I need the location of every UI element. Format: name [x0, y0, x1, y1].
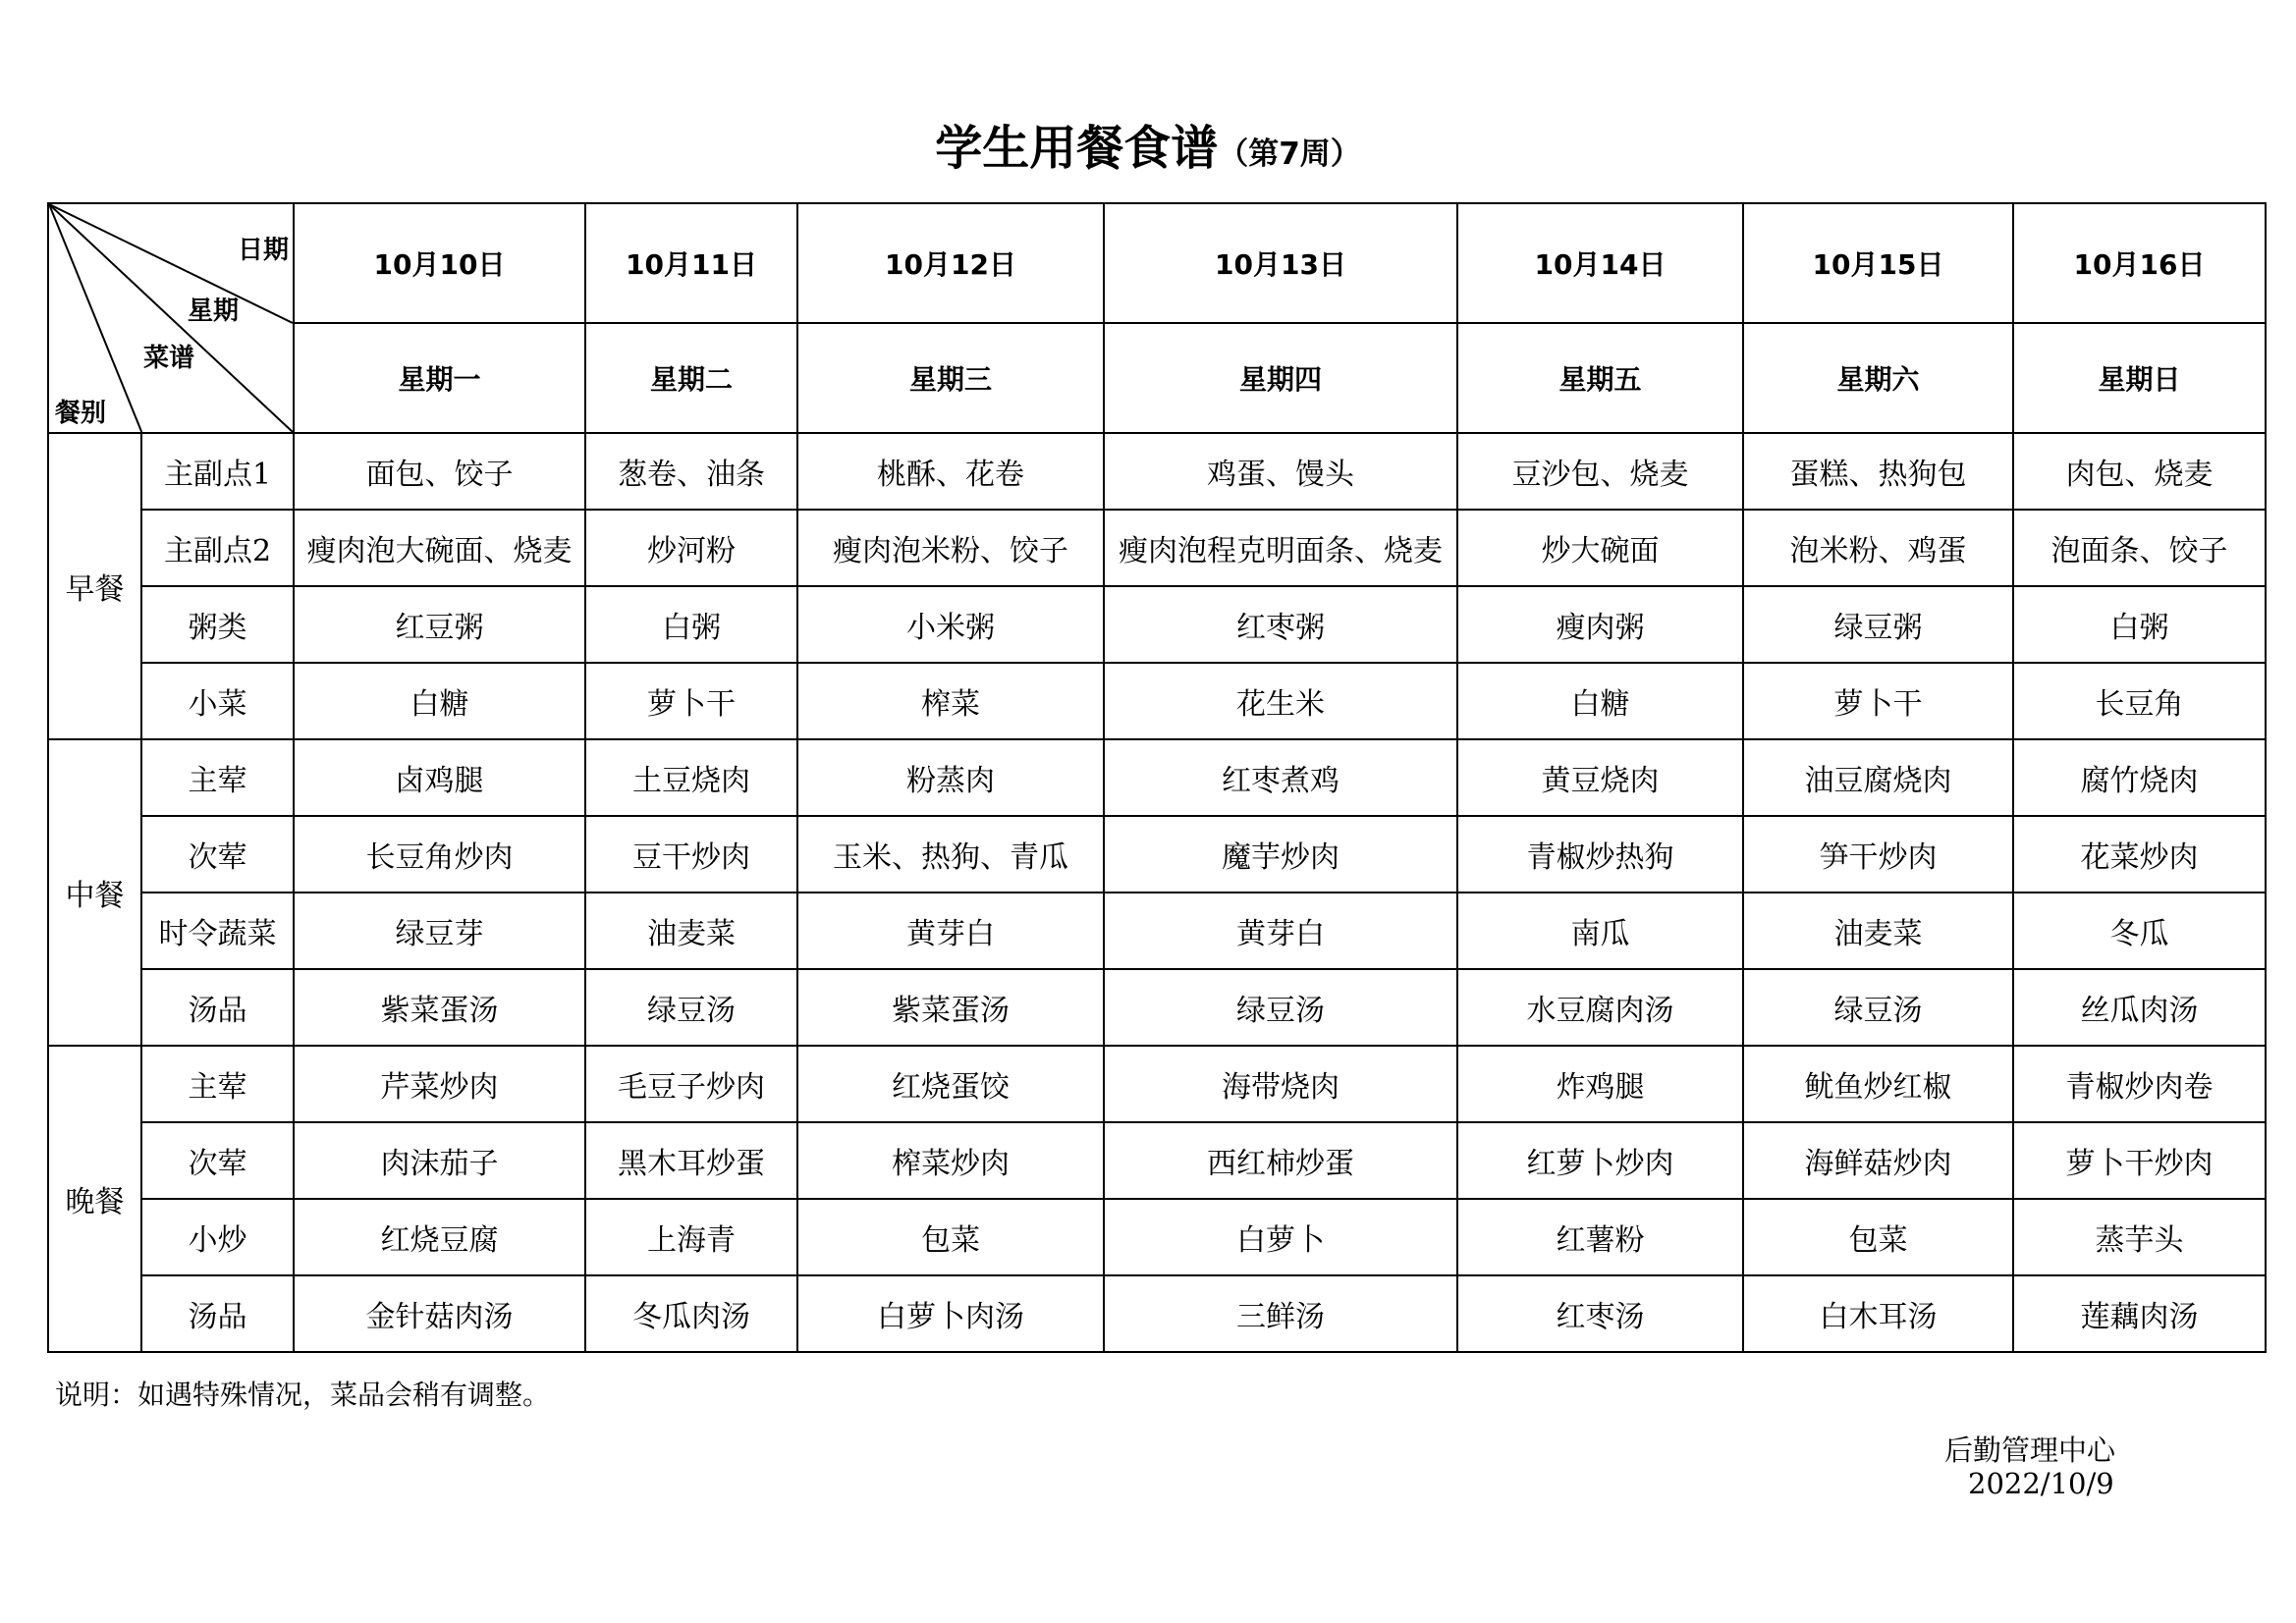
menu-row — [48, 663, 2266, 739]
menu-row — [48, 816, 2266, 893]
dish-cell: 萝卜干 — [1743, 663, 2013, 739]
title-main: 学生用餐食谱 — [935, 121, 1219, 176]
title-week: （第7周） — [1218, 136, 1361, 172]
dish-cell: 包菜 — [797, 1199, 1104, 1275]
dish-cell: 黑木耳炒蛋 — [585, 1122, 797, 1199]
dish-cell: 油麦菜 — [1743, 893, 2013, 969]
dish-cell: 肉沫茄子 — [294, 1122, 585, 1199]
dish-cell: 腐竹烧肉 — [2013, 739, 2266, 816]
corner-header-cell — [48, 203, 294, 433]
weekday-header: 星期二 — [585, 323, 797, 433]
dish-cell: 蒸芋头 — [2013, 1199, 2266, 1275]
date-header: 10月10日 — [294, 203, 585, 323]
dish-cell: 白木耳汤 — [1743, 1275, 2013, 1352]
dish-cell: 绿豆汤 — [1743, 969, 2013, 1046]
dish-cell: 油麦菜 — [585, 893, 797, 969]
date-header: 10月16日 — [2013, 203, 2266, 323]
dish-cell: 萝卜干 — [585, 663, 797, 739]
dish-cell: 瘦肉泡程克明面条、烧麦 — [1104, 510, 1457, 586]
dish-cell: 三鲜汤 — [1104, 1275, 1457, 1352]
issue-date: 2022/10/9 — [1968, 1467, 2114, 1500]
dish-cell: 桃酥、花卷 — [797, 433, 1104, 510]
dish-cell: 绿豆芽 — [294, 893, 585, 969]
weekday-header: 星期日 — [2013, 323, 2266, 433]
date-header: 10月14日 — [1457, 203, 1743, 323]
dish-cell: 金针菇肉汤 — [294, 1275, 585, 1352]
dish-cell: 红薯粉 — [1457, 1199, 1743, 1275]
dish-cell: 粉蒸肉 — [797, 739, 1104, 816]
dish-cell: 泡米粉、鸡蛋 — [1743, 510, 2013, 586]
menu-row — [48, 1122, 2266, 1199]
menu-row — [48, 1199, 2266, 1275]
dish-cell: 白糖 — [1457, 663, 1743, 739]
dish-cell: 海带烧肉 — [1104, 1046, 1457, 1122]
dish-cell: 上海青 — [585, 1199, 797, 1275]
dish-cell: 瘦肉粥 — [1457, 586, 1743, 663]
dish-cell: 白糖 — [294, 663, 585, 739]
footnote: 说明：如遇特殊情况，菜品会稍有调整。 — [55, 1379, 551, 1411]
dish-category-cell: 小菜 — [141, 663, 294, 739]
date-header: 10月11日 — [585, 203, 797, 323]
dish-cell: 土豆烧肉 — [585, 739, 797, 816]
dish-cell: 花生米 — [1104, 663, 1457, 739]
meal-category-cell: 中餐 — [48, 739, 141, 1046]
menu-row — [48, 1046, 2266, 1122]
menu-row — [48, 510, 2266, 586]
date-header: 10月15日 — [1743, 203, 2013, 323]
dish-category-cell: 汤品 — [141, 969, 294, 1046]
dish-category-cell: 主副点2 — [141, 510, 294, 586]
issuer-name: 后勤管理中心 — [1944, 1434, 2116, 1467]
meal-category-cell: 早餐 — [48, 433, 141, 739]
dish-cell: 红萝卜炒肉 — [1457, 1122, 1743, 1199]
dish-category-cell: 小炒 — [141, 1199, 294, 1275]
corner-label-weekday: 星期 — [188, 297, 240, 326]
dish-cell: 萝卜干炒肉 — [2013, 1122, 2266, 1199]
dish-cell: 白萝卜 — [1104, 1199, 1457, 1275]
dish-cell: 豆干炒肉 — [585, 816, 797, 893]
dish-cell: 白粥 — [2013, 586, 2266, 663]
menu-row — [48, 433, 2266, 510]
dish-cell: 绿豆汤 — [1104, 969, 1457, 1046]
dish-cell: 榨菜炒肉 — [797, 1122, 1104, 1199]
dish-cell: 长豆角 — [2013, 663, 2266, 739]
menu-row — [48, 586, 2266, 663]
dish-cell: 红豆粥 — [294, 586, 585, 663]
dish-cell: 莲藕肉汤 — [2013, 1275, 2266, 1352]
dish-cell: 红枣煮鸡 — [1104, 739, 1457, 816]
corner-label-date: 日期 — [238, 236, 290, 265]
dish-cell: 卤鸡腿 — [294, 739, 585, 816]
dish-category-cell: 时令蔬菜 — [141, 893, 294, 969]
dish-cell: 青椒炒肉卷 — [2013, 1046, 2266, 1122]
menu-row — [48, 893, 2266, 969]
weekday-header: 星期四 — [1104, 323, 1457, 433]
date-header: 10月13日 — [1104, 203, 1457, 323]
dish-cell: 红枣汤 — [1457, 1275, 1743, 1352]
dish-cell: 魔芋炒肉 — [1104, 816, 1457, 893]
dish-cell: 红枣粥 — [1104, 586, 1457, 663]
menu-row — [48, 969, 2266, 1046]
dish-cell: 瘦肉泡大碗面、烧麦 — [294, 510, 585, 586]
dish-category-cell: 主荤 — [141, 1046, 294, 1122]
dish-cell: 黄芽白 — [1104, 893, 1457, 969]
dish-cell: 青椒炒热狗 — [1457, 816, 1743, 893]
dish-cell: 白萝卜肉汤 — [797, 1275, 1104, 1352]
corner-label-dish: 菜谱 — [143, 344, 195, 373]
dish-cell: 鸡蛋、馒头 — [1104, 433, 1457, 510]
menu-table — [47, 202, 2267, 1353]
dish-cell: 榨菜 — [797, 663, 1104, 739]
weekday-header: 星期三 — [797, 323, 1104, 433]
dish-cell: 泡面条、饺子 — [2013, 510, 2266, 586]
dish-cell: 毛豆子炒肉 — [585, 1046, 797, 1122]
dish-cell: 红烧豆腐 — [294, 1199, 585, 1275]
dish-cell: 葱卷、油条 — [585, 433, 797, 510]
dish-cell: 芹菜炒肉 — [294, 1046, 585, 1122]
dish-cell: 炸鸡腿 — [1457, 1046, 1743, 1122]
dish-cell: 丝瓜肉汤 — [2013, 969, 2266, 1046]
meal-category-cell: 晚餐 — [48, 1046, 141, 1352]
dish-cell: 包菜 — [1743, 1199, 2013, 1275]
dish-cell: 长豆角炒肉 — [294, 816, 585, 893]
dish-category-cell: 次荤 — [141, 1122, 294, 1199]
dish-category-cell: 汤品 — [141, 1275, 294, 1352]
dish-cell: 冬瓜 — [2013, 893, 2266, 969]
dish-cell: 黄芽白 — [797, 893, 1104, 969]
dish-cell: 冬瓜肉汤 — [585, 1275, 797, 1352]
date-header: 10月12日 — [797, 203, 1104, 323]
dish-cell: 白粥 — [585, 586, 797, 663]
dish-cell: 瘦肉泡米粉、饺子 — [797, 510, 1104, 586]
dish-cell: 炒大碗面 — [1457, 510, 1743, 586]
dish-cell: 鱿鱼炒红椒 — [1743, 1046, 2013, 1122]
dish-cell: 紫菜蛋汤 — [797, 969, 1104, 1046]
dish-cell: 笋干炒肉 — [1743, 816, 2013, 893]
dish-cell: 玉米、热狗、青瓜 — [797, 816, 1104, 893]
dish-cell: 油豆腐烧肉 — [1743, 739, 2013, 816]
dish-category-cell: 粥类 — [141, 586, 294, 663]
page-title — [0, 110, 2296, 178]
dish-cell: 炒河粉 — [585, 510, 797, 586]
weekday-header: 星期五 — [1457, 323, 1743, 433]
dish-category-cell: 次荤 — [141, 816, 294, 893]
dish-cell: 紫菜蛋汤 — [294, 969, 585, 1046]
dish-cell: 蛋糕、热狗包 — [1743, 433, 2013, 510]
dish-cell: 面包、饺子 — [294, 433, 585, 510]
dish-category-cell: 主副点1 — [141, 433, 294, 510]
menu-row — [48, 739, 2266, 816]
menu-row — [48, 1275, 2266, 1352]
weekday-header: 星期一 — [294, 323, 585, 433]
dish-cell: 海鲜菇炒肉 — [1743, 1122, 2013, 1199]
dish-cell: 花菜炒肉 — [2013, 816, 2266, 893]
dish-cell: 红烧蛋饺 — [797, 1046, 1104, 1122]
dish-cell: 绿豆粥 — [1743, 586, 2013, 663]
dish-category-cell: 主荤 — [141, 739, 294, 816]
dish-cell: 小米粥 — [797, 586, 1104, 663]
dish-cell: 水豆腐肉汤 — [1457, 969, 1743, 1046]
dish-cell: 西红柿炒蛋 — [1104, 1122, 1457, 1199]
dish-cell: 肉包、烧麦 — [2013, 433, 2266, 510]
dish-cell: 绿豆汤 — [585, 969, 797, 1046]
corner-label-meal: 餐别 — [55, 399, 107, 428]
dish-cell: 豆沙包、烧麦 — [1457, 433, 1743, 510]
dish-cell: 南瓜 — [1457, 893, 1743, 969]
dish-cell: 黄豆烧肉 — [1457, 739, 1743, 816]
weekday-header: 星期六 — [1743, 323, 2013, 433]
